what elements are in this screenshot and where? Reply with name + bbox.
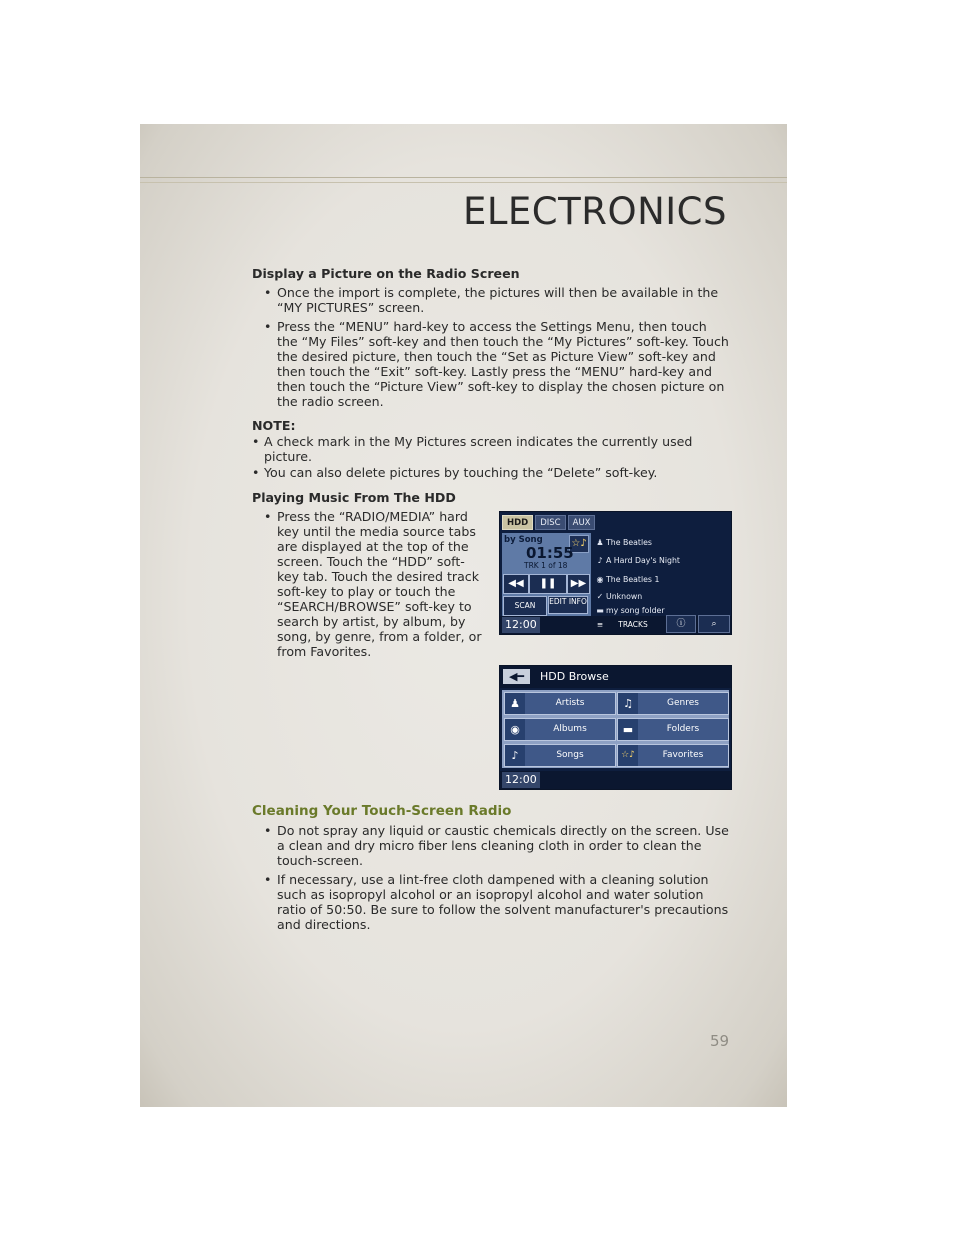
genre-icon: ✓ bbox=[596, 591, 604, 601]
clock: 12:00 bbox=[502, 617, 540, 633]
list-item: • Press the “MENU” hard-key to access the Settings Menu, then touch the “My Files” soft-key and then touch the “My Pictures” soft-key. Touch the desired picture, then touch the “Set as Picture View” soft-key and then touch the “Exit” soft-key. Lastly press the “MENU” hard-key and then touch the “Picture View” soft-key to display the chosen picture on the radio screen. bbox=[252, 319, 730, 409]
info-icon[interactable]: ⓘ bbox=[666, 615, 696, 633]
browse-grid bbox=[502, 690, 729, 768]
browse-songs-button[interactable]: ♪ Songs bbox=[504, 744, 616, 767]
clock: 12:00 bbox=[502, 772, 540, 788]
playing-music-list bbox=[252, 509, 484, 659]
display-picture-list bbox=[252, 285, 730, 409]
note-heading: NOTE: bbox=[252, 418, 296, 433]
favorite-star-icon[interactable]: ☆♪ bbox=[569, 535, 589, 553]
note-icon: ♪ bbox=[597, 556, 603, 565]
now-playing-panel bbox=[502, 533, 591, 616]
tab-aux[interactable]: AUX bbox=[568, 515, 596, 530]
scan-button[interactable]: SCAN bbox=[503, 596, 547, 616]
header-rule-secondary bbox=[140, 182, 787, 183]
heading-playing-music: Playing Music From The HDD bbox=[252, 490, 456, 505]
folder-icon: ▬ bbox=[596, 605, 604, 615]
list-item: • Once the import is complete, the pictures will then be available in the “MY PICTURES” screen. bbox=[252, 285, 730, 315]
album-icon: ◉ bbox=[596, 575, 604, 584]
tab-disc[interactable]: DISC bbox=[535, 515, 565, 530]
list-item[interactable]: ✓ Unknown bbox=[594, 589, 730, 603]
artist-icon: ♟ bbox=[596, 537, 604, 547]
search-icon[interactable]: ⌕ bbox=[698, 615, 730, 633]
list-item: • Do not spray any liquid or caustic chemicals directly on the screen. Use a clean and dry micro fiber lens cleaning cloth in order to clean the touch-screen. bbox=[252, 823, 730, 868]
guitar-icon: ♫ bbox=[618, 693, 638, 714]
browse-header bbox=[500, 666, 731, 688]
rewind-icon[interactable]: ◀◀ bbox=[503, 574, 529, 594]
note-list bbox=[252, 434, 730, 480]
elapsed-time: 01:55 bbox=[526, 544, 574, 562]
browse-albums-button[interactable]: ◉ Albums bbox=[504, 718, 616, 741]
list-item[interactable]: ♪ A Hard Day's Night bbox=[594, 551, 730, 570]
heading-cleaning: Cleaning Your Touch-Screen Radio bbox=[252, 803, 512, 819]
play-mode: by Song bbox=[504, 535, 543, 545]
list-icon: ≡ bbox=[596, 620, 604, 629]
browse-folders-button[interactable]: ▬ Folders bbox=[617, 718, 729, 741]
browse-genres-button[interactable]: ♫ Genres bbox=[617, 692, 729, 715]
manual-page bbox=[140, 124, 787, 1107]
folder-icon: ▬ bbox=[618, 719, 638, 740]
tab-hdd[interactable]: HDD bbox=[502, 515, 533, 530]
hdd-browse-screen bbox=[499, 665, 732, 790]
heading-display-picture: Display a Picture on the Radio Screen bbox=[252, 266, 520, 281]
section-title: ELECTRONICS bbox=[462, 190, 727, 233]
status-bar bbox=[500, 771, 731, 789]
edit-info-button[interactable]: EDIT INFO bbox=[548, 596, 588, 614]
back-arrow-icon[interactable]: ◀━ bbox=[503, 669, 530, 684]
track-counter: TRK 1 of 18 bbox=[524, 561, 568, 570]
artist-icon: ♟ bbox=[505, 693, 525, 714]
tracks-button[interactable]: TRACKS bbox=[618, 620, 648, 629]
radio-hdd-screen bbox=[499, 511, 732, 635]
browse-title: HDD Browse bbox=[540, 670, 609, 683]
list-item: • Press the “RADIO/MEDIA” hard key until the media source tabs are displayed at the top of the screen. Touch the “HDD” soft-key tab. Touch the desired track soft-key to play or touch the “SEARCH/BROWSE” soft-key to search by artist, by album, by song, by genre, from a folder, or from Favorites. bbox=[252, 509, 484, 659]
list-item[interactable]: ▬ my song folder bbox=[594, 603, 730, 617]
list-item[interactable]: ◉ The Beatles 1 bbox=[594, 570, 730, 589]
browse-favorites-button[interactable]: ☆♪ Favorites bbox=[617, 744, 729, 767]
favorite-star-icon: ☆♪ bbox=[618, 745, 638, 766]
list-item: • A check mark in the My Pictures screen indicates the currently used picture. bbox=[252, 434, 730, 464]
cleaning-list bbox=[252, 823, 730, 932]
page-number: 59 bbox=[710, 1032, 730, 1050]
browse-artists-button[interactable]: ♟ Artists bbox=[504, 692, 616, 715]
list-item[interactable]: ♟ The Beatles bbox=[594, 533, 730, 551]
list-item: • You can also delete pictures by touching the “Delete” soft-key. bbox=[252, 465, 730, 480]
fast-forward-icon[interactable]: ▶▶ bbox=[567, 574, 590, 594]
header-rule bbox=[140, 177, 787, 178]
note-icon: ♪ bbox=[505, 745, 525, 766]
track-info-list bbox=[594, 533, 730, 616]
pause-icon[interactable]: ❚❚ bbox=[529, 574, 567, 594]
album-icon: ◉ bbox=[505, 719, 525, 740]
status-bar bbox=[500, 616, 731, 634]
list-item: • If necessary, use a lint-free cloth dampened with a cleaning solution such as isopropyl alcohol or an isopropyl alcohol and water solution ratio of 50:50. Be sure to follow the solvent manufacturer's precautions and directions. bbox=[252, 872, 730, 932]
source-tabs bbox=[502, 515, 595, 530]
